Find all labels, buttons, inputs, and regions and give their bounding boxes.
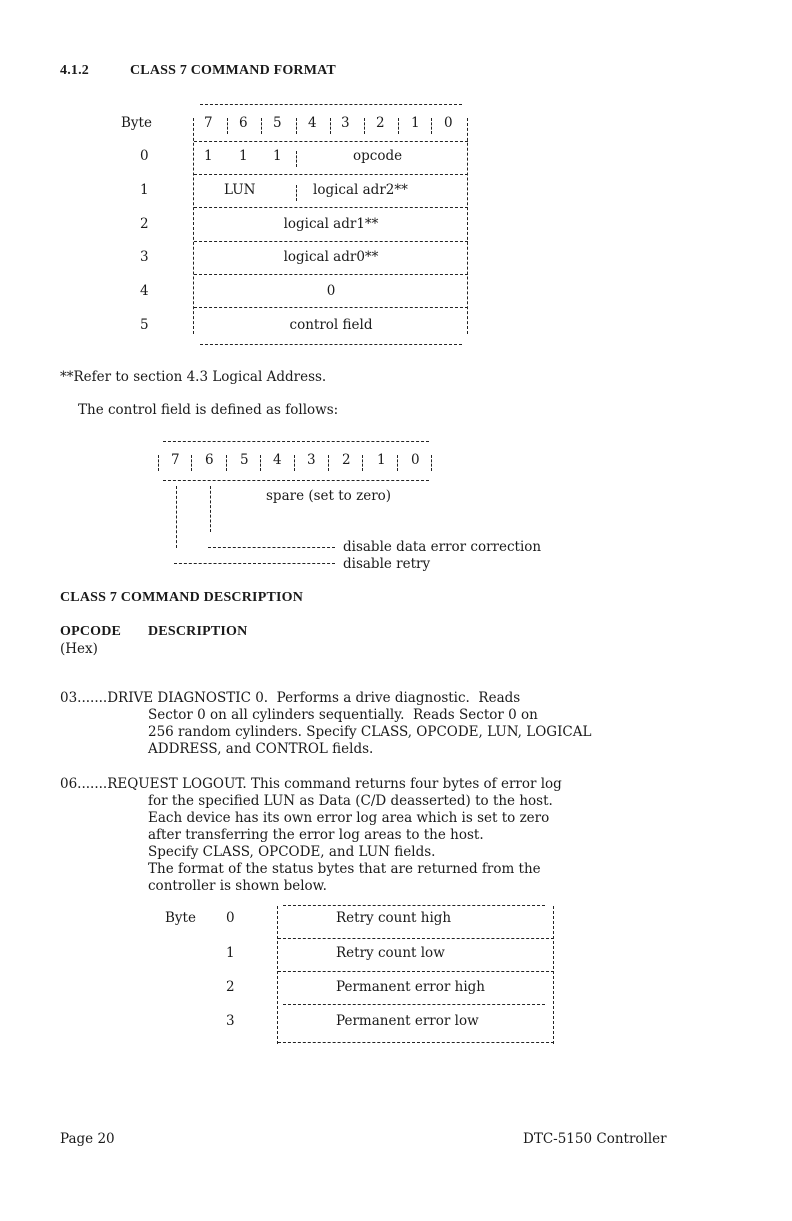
logical-adr0-field: logical adr0** — [283, 249, 379, 265]
bit-2: 2 — [376, 115, 385, 131]
bit-leader — [176, 486, 177, 548]
retry-count-high: Retry count high — [336, 910, 452, 926]
entry-line: controller is shown below. — [148, 878, 327, 894]
bit-divider — [261, 118, 262, 134]
bit-1: 1 — [377, 452, 386, 468]
hex-note: (Hex) — [60, 641, 98, 657]
table-rule — [194, 274, 468, 275]
byte-number: 2 — [140, 216, 149, 232]
entry-line: Each device has its own error log area which is set to zero — [148, 810, 550, 826]
table-rule — [163, 480, 429, 481]
bit-divider — [158, 455, 159, 471]
bit-6: 6 — [239, 115, 248, 131]
bit-4: 4 — [273, 452, 282, 468]
leader-line — [208, 547, 335, 548]
bit-divider — [191, 455, 192, 471]
description-column-heading: DESCRIPTION — [148, 624, 248, 639]
entry-line: for the specified LUN as Data (C/D deasserted) to the host. — [148, 793, 553, 809]
byte-number: 3 — [140, 249, 149, 265]
bit-6: 6 — [205, 452, 214, 468]
table-rule — [200, 104, 462, 105]
field-divider — [296, 185, 297, 201]
bit-7: 7 — [171, 452, 180, 468]
zero-field: 0 — [326, 283, 336, 299]
byte-number: 1 — [140, 182, 149, 198]
bit-0: 0 — [411, 452, 420, 468]
control-intro: The control field is defined as follows: — [78, 402, 339, 418]
product-name: DTC-5150 Controller — [523, 1131, 667, 1147]
permanent-error-low: Permanent error low — [336, 1013, 479, 1029]
table-rule — [194, 241, 468, 242]
page-number: Page 20 — [60, 1131, 115, 1147]
table-rule — [278, 1042, 554, 1043]
opcode-column-heading: OPCODE — [60, 624, 122, 639]
byte-number: 3 — [226, 1013, 235, 1029]
opcode-field: opcode — [353, 148, 403, 164]
table-rule — [283, 905, 545, 906]
disable-retry-label: disable retry — [343, 556, 431, 572]
section-title: CLASS 7 COMMAND FORMAT — [130, 63, 336, 78]
bit-divider — [226, 455, 227, 471]
table-rule — [163, 441, 429, 442]
byte-number: 2 — [226, 979, 235, 995]
bit-divider — [330, 118, 331, 134]
bit-divider — [431, 118, 432, 134]
bit-1: 1 — [411, 115, 420, 131]
bit-divider — [294, 455, 295, 471]
lun-field: LUN — [224, 182, 256, 198]
bit-divider — [362, 455, 363, 471]
table-rule — [194, 207, 468, 208]
bit-divider — [260, 455, 261, 471]
bit-divider — [364, 118, 365, 134]
description-heading: CLASS 7 COMMAND DESCRIPTION — [60, 590, 304, 605]
fixed-bit: 1 — [239, 148, 248, 164]
bit-divider — [328, 455, 329, 471]
logical-adr2-field: logical adr2** — [313, 182, 408, 198]
entry-line: after transferring the error log areas to the host. — [148, 827, 484, 843]
bit-leader — [210, 486, 211, 532]
logical-adr1-field: logical adr1** — [283, 216, 379, 232]
control-field: control field — [289, 317, 373, 333]
byte-column-label: Byte — [121, 115, 152, 131]
disable-ecc-label: disable data error correction — [343, 539, 542, 555]
entry-line: The format of the status bytes that are returned from the — [148, 861, 541, 877]
bit-3: 3 — [307, 452, 316, 468]
bit-divider — [296, 118, 297, 134]
table-rule — [278, 971, 554, 972]
bit-5: 5 — [240, 452, 249, 468]
bit-3: 3 — [341, 115, 350, 131]
table-rule — [200, 344, 462, 345]
bit-0: 0 — [444, 115, 453, 131]
byte-number: 4 — [140, 283, 149, 299]
table-border-right — [553, 906, 554, 1044]
table-rule — [278, 938, 554, 939]
bit-divider — [398, 118, 399, 134]
entry-lead: 06.......REQUEST LOGOUT. This command returns four bytes of error log — [60, 776, 562, 792]
table-rule — [194, 141, 468, 142]
table-rule — [283, 1004, 545, 1005]
spare-label: spare (set to zero) — [266, 488, 392, 504]
entry-lead: 03.......DRIVE DIAGNOSTIC 0. Performs a drive diagnostic. Reads — [60, 690, 521, 706]
entry-line: ADDRESS, and CONTROL fields. — [148, 741, 374, 757]
bit-2: 2 — [342, 452, 351, 468]
leader-line — [174, 563, 335, 564]
field-divider — [296, 151, 297, 167]
bit-4: 4 — [308, 115, 317, 131]
table-rule — [194, 307, 468, 308]
bit-divider — [227, 118, 228, 134]
table-border-left — [277, 906, 278, 1044]
bit-divider — [431, 455, 432, 471]
byte-number: 0 — [140, 148, 149, 164]
entry-line: Sector 0 on all cylinders sequentially. Reads Sector 0 on — [148, 707, 538, 723]
entry-line: 256 random cylinders. Specify CLASS, OPCODE, LUN, LOGICAL — [148, 724, 592, 740]
permanent-error-high: Permanent error high — [336, 979, 485, 995]
byte-number: 5 — [140, 317, 149, 333]
byte-number: 1 — [226, 945, 235, 961]
fixed-bit: 1 — [204, 148, 213, 164]
table-rule — [194, 174, 468, 175]
section-number: 4.1.2 — [60, 63, 89, 78]
retry-count-low: Retry count low — [336, 945, 445, 961]
entry-line: Specify CLASS, OPCODE, and LUN fields. — [148, 844, 436, 860]
fixed-bit: 1 — [273, 148, 282, 164]
footnote: **Refer to section 4.3 Logical Address. — [60, 369, 327, 385]
byte-number: 0 — [226, 910, 235, 926]
bit-5: 5 — [273, 115, 282, 131]
bit-divider — [397, 455, 398, 471]
bit-7: 7 — [204, 115, 213, 131]
byte-column-label: Byte — [165, 910, 196, 926]
